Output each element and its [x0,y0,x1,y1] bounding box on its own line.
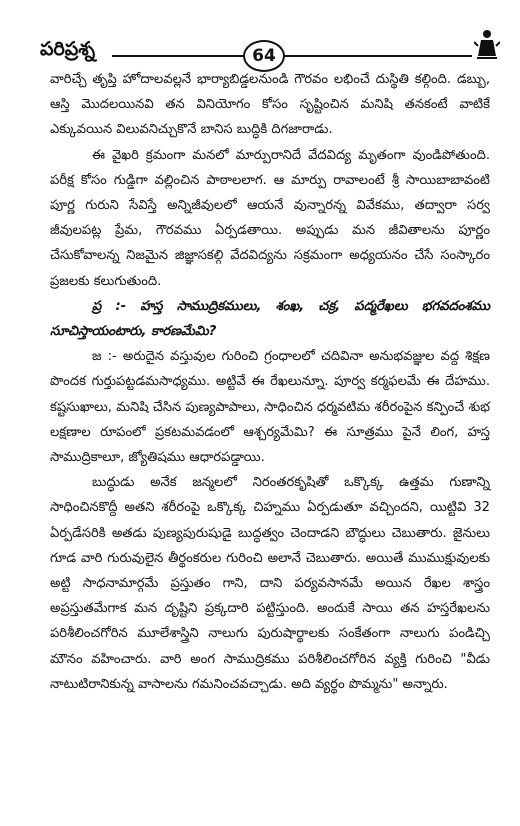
deity-ornament-icon [474,28,500,60]
paragraph-buddha: బుద్ధుడు అనేక జన్మలలో నిరంతరకృషితో ఒక్కొక్క ఉత్తమ గుణాన్ని సాధించినకొద్దీ అతని శరీరంపై ఒక్కొక్క చిహ్నము ఏర్పడుతూ వచ్చిందని, యిట్టివి 32 ఏర్పడేసరికి అతడు పుణ్యపురుషుడై బుద్ధత్వం చెందాడని బౌద్ధులు చెబుతారు. జైనులు గూడ వారి గురువులైన తీర్థంకరుల గురించి అలానే చెబుతారు. అయితే ముముక్షువులకు అట్టి సాధనామార్గమే ప్రస్తుతం గాని, దాని పర్యవసానమే అయిన రేఖల శాస్త్రం అప్రస్తుతమేగాక మన దృష్టిని ప్రక్కదారి పట్టిస్తుంది. అందుకే సాయి తన హస్తరేఖలను పరిశీలించగోరిన మూలేశాస్త్రిని నాలుగు పురుషార్థాలకు సంకేతంగా నాలుగు పండిచ్చి మౌనం వహించారు. వారి అంగ సాముద్రికము పరిశీలించగోరిన వ్యక్తి గురించి "వీడు నాటుటిరానికున్న వాసాలను గమనించవచ్చాడు. అది వ్యర్థం పొమ్మను" అన్నారు. [50,475,490,692]
paragraph-vedavidya: ఈ వైఖరి క్రమంగా మనలో మార్పురానిదే వేదవిద్య మృతంగా వుండిపోతుంది. పరీక్ష కోసం గుడ్డిగా వల్లించిన పాఠాలలాగ. ఆ మార్పు రావాలంటే శ్రీ సాయిబాబావంటి పూర్ణ గురుని సేవిస్తే అన్నిజీవులలో ఆయనే వున్నారన్న వివేకము, తద్వారా సర్వ జీవులపట్ల ప్రేమ, గౌరవము ఏర్పడతాయి. అప్పుడు మన జీవితాలను పూర్ణం చేసుకోవాలన్న నిజమైన జిజ్ఞాసకల్గి వేదవిద్యను సక్రమంగా అధ్యయనం చేసే సంస్కారం ప్రజలకు కలుగుతుంది. [50,147,490,289]
running-title: పరిప్రశ్న [40,38,96,60]
page-number: 64 [243,40,285,72]
paragraph-continuation: వారిచ్చే తృప్తి హోదాలవల్లనే భార్యాబిడ్డలనుండి గౌరవం లభించే దుస్థితి కల్గింది. డబ్బు, ఆస్తి మొదలయినవి తన వినియోగం కోసం సృష్టించిన మనిషి తనకంటే వాటికే ఎక్కువయిన విలువనిచ్చుకొనే బానిస బుద్ధికి దిగజారాడు. [50,72,490,138]
answer-paragraph: జ :- అరుదైన వస్తువుల గురించి గ్రంధాలలో చదివినా అనుభవజ్ఞుల వద్ద శిక్షణ పొందక గుర్తుపట్టడమసాధ్యము. అట్టివే ఈ రేఖలున్నూ. పూర్వ కర్మఫలమే ఈ దేహము. కష్టసుఖాలు, మనిషి చేసిన పుణ్యపాపాలు, సాధించిన ధర్మవటిమ శరీరంపైన కన్పించే శుభ లక్షణాల రూపంలో ప్రకటమవడంలో ఆశ్చర్యమేమి? ఈ సూత్రము పైనే లింగ, హస్త సాముద్రికాలూ, జ్యోతిషము ఆధారపడ్డాయి. [50,349,490,466]
header-rule [112,55,472,57]
question: ప్ర :- హస్త సాముద్రికములు, శంఖ, చక్ర, పద్మరేఖలు భగవదంశము సూచిస్తాయంటారు, కారణమేమి? [50,298,490,340]
page-header [0,0,520,68]
page-body [50,67,490,697]
